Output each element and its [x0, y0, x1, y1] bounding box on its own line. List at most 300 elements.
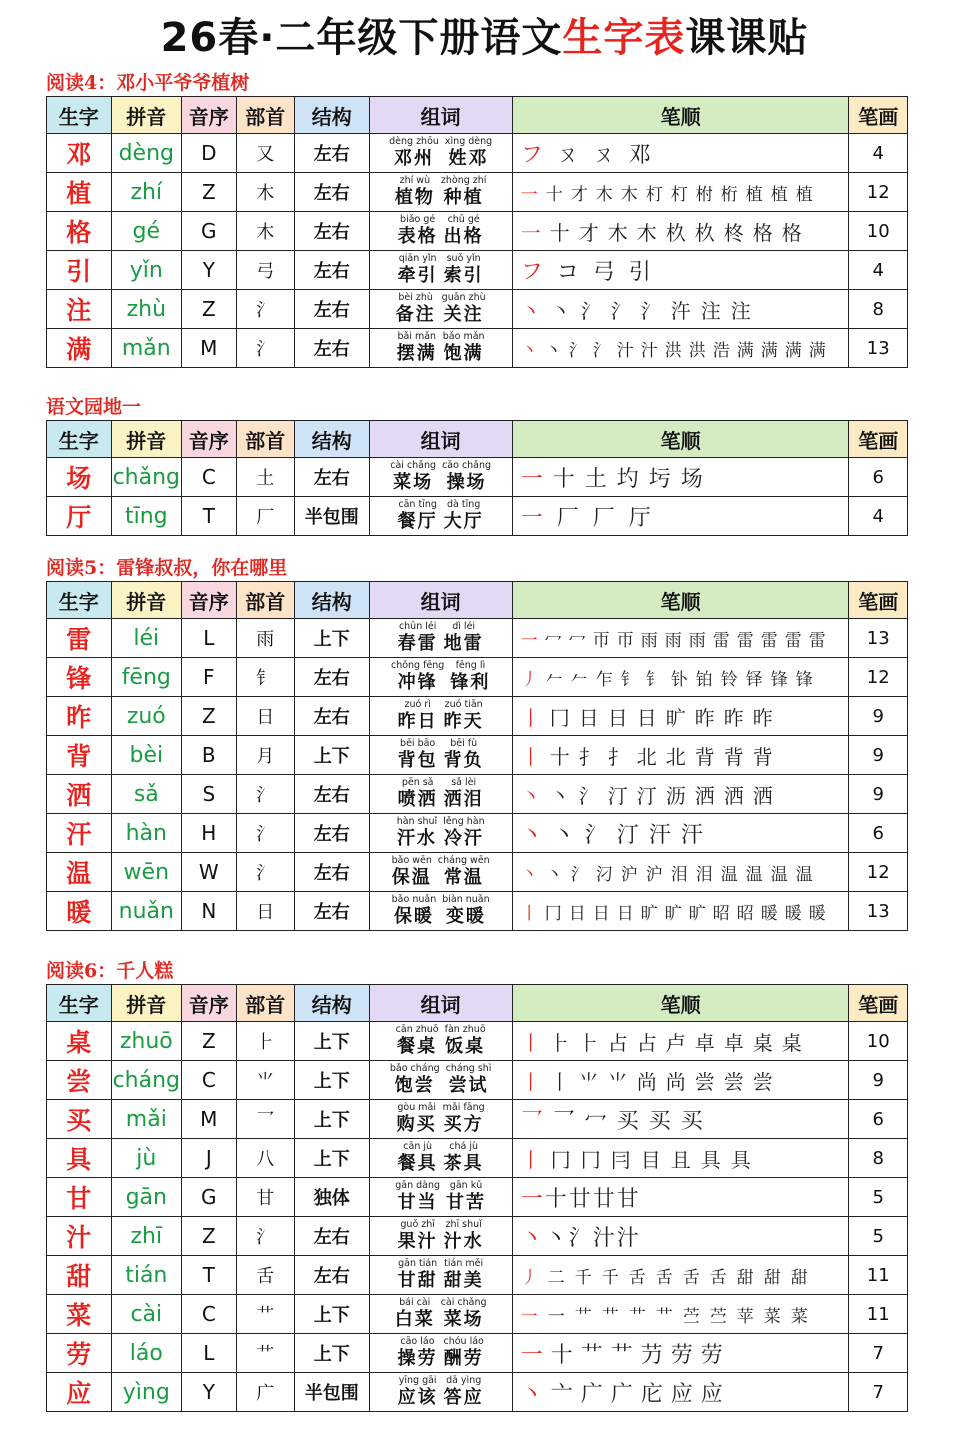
word-pinyin: biǎo gé [400, 214, 436, 225]
word-text: 购买 [396, 1114, 437, 1135]
word-pinyin: dèng zhōu [389, 136, 439, 147]
word-item [444, 699, 484, 733]
word-item [444, 1258, 484, 1292]
character-cell: 厅 [47, 497, 112, 536]
word-pinyin: cài chǎng [390, 460, 437, 471]
radical-cell: 木 [236, 212, 294, 251]
pinyin-cell: gān [111, 1178, 182, 1217]
structure-cell: 左右 [294, 290, 369, 329]
stroke-step: 𠂉 [545, 669, 563, 690]
stroke-step: 柎 [695, 184, 713, 205]
word-text: 大厅 [443, 511, 484, 532]
word-pinyin: dà tīng [447, 499, 481, 510]
stroke-step: 汁 [640, 340, 658, 361]
radical-cell: 艹 [236, 1295, 294, 1334]
word-pinyin: gòu mǎi [397, 1102, 436, 1113]
stroke-step: 浩 [712, 340, 730, 361]
column-header: 笔顺 [512, 97, 849, 134]
page-title [0, 8, 969, 68]
phonetic-order-cell: J [182, 1139, 236, 1178]
stroke-order-cell [512, 697, 849, 736]
word-text: 植物 [394, 187, 435, 208]
column-header: 部首 [236, 97, 294, 134]
word-pinyin: gān dàng [395, 1180, 441, 1191]
stroke-count-cell: 10 [849, 1022, 908, 1061]
word-item [398, 699, 438, 733]
structure-cell: 左右 [294, 1256, 369, 1295]
structure-cell: 左右 [294, 853, 369, 892]
word-text: 操场 [446, 472, 487, 493]
pinyin-cell: cài [111, 1295, 182, 1334]
stroke-step: 温 [795, 864, 813, 885]
stroke-step: 一 [520, 466, 543, 492]
word-text: 酬劳 [443, 1348, 484, 1369]
word-item [444, 253, 484, 287]
stroke-count-cell: 7 [849, 1334, 908, 1373]
word-text: 邓州 [394, 148, 435, 169]
stroke-step: 背 [694, 744, 715, 769]
stroke-count-cell: 4 [849, 497, 908, 536]
character-cell: 邓 [47, 134, 112, 173]
stroke-step: 杦 [665, 220, 686, 245]
column-header: 笔画 [849, 421, 908, 458]
word-pinyin: gān kǔ [449, 1180, 483, 1191]
stroke-order-cell [512, 1256, 849, 1295]
word-pinyin: chóu láo [443, 1336, 484, 1347]
stroke-step: 一 [520, 1342, 543, 1368]
word-item [443, 816, 484, 850]
word-text: 锋利 [450, 672, 491, 693]
stroke-step: 一 [520, 1306, 538, 1327]
character-cell: 植 [47, 173, 112, 212]
stroke-order-cell [512, 1100, 849, 1139]
stroke-step: 雷 [712, 630, 730, 651]
phonetic-order-cell: Z [182, 173, 236, 212]
word-item [398, 777, 438, 811]
word-text: 喷洒 [397, 789, 438, 810]
stroke-step: 尚 [636, 1069, 657, 1094]
table-row [47, 1217, 908, 1256]
word-item [441, 1297, 487, 1331]
section-2 [46, 394, 908, 536]
structure-cell: 左右 [294, 212, 369, 251]
stroke-step: 暖 [784, 903, 802, 924]
radical-cell: 广 [236, 1373, 294, 1412]
phonetic-order-cell: W [182, 853, 236, 892]
word-text: 索引 [443, 265, 484, 286]
word-item [392, 894, 437, 928]
word-pinyin: cāo chǎng [442, 460, 492, 471]
word-text: 尝试 [448, 1075, 489, 1096]
stroke-step: 满 [736, 340, 754, 361]
stroke-step: 温 [745, 864, 763, 885]
word-pinyin: cháng shì [445, 1063, 492, 1074]
word-pinyin: dì léi [452, 621, 476, 632]
radical-cell: 月 [236, 736, 294, 775]
table-row [47, 892, 908, 931]
word-item [392, 855, 432, 889]
character-cell: 昨 [47, 697, 112, 736]
word-pinyin: bèi zhù [398, 292, 433, 303]
word-pinyin: guǒ zhī [400, 1219, 435, 1230]
stroke-order-cell [512, 1178, 849, 1217]
word-text: 菜场 [443, 1309, 484, 1330]
character-cell: 菜 [47, 1295, 112, 1334]
stroke-step: 目 [640, 1147, 661, 1172]
stroke-step: 丶 [550, 298, 571, 323]
stroke-step: 植 [745, 184, 763, 205]
stroke-count-cell: 13 [849, 892, 908, 931]
table-row [47, 1139, 908, 1178]
word-text: 洒泪 [443, 789, 484, 810]
stroke-order-cell [512, 1217, 849, 1256]
header-row [47, 985, 908, 1022]
structure-cell: 上下 [294, 619, 369, 658]
stroke-step: 暖 [760, 903, 778, 924]
stroke-count-cell: 13 [849, 619, 908, 658]
word-pinyin: dā yìng [446, 1375, 482, 1386]
word-text: 汗水 [396, 828, 437, 849]
character-cell: 汁 [47, 1217, 112, 1256]
stroke-step: 旷 [640, 903, 658, 924]
stroke-step: 丨 [520, 744, 541, 769]
stroke-step: 朾 [645, 184, 663, 205]
stroke-step: 雷 [808, 630, 826, 651]
stroke-step: 汻 [670, 298, 691, 323]
stroke-order-cell [512, 173, 849, 212]
column-header: 结构 [294, 985, 369, 1022]
word-text: 甘当 [397, 1192, 438, 1213]
pinyin-cell: tián [111, 1256, 182, 1295]
section-title: 阅读4：邓小平爷爷植树 [46, 72, 250, 94]
word-text: 买方 [443, 1114, 484, 1135]
words-cell [369, 329, 512, 368]
table-row [47, 775, 908, 814]
word-item [446, 1063, 492, 1097]
table-row [47, 134, 908, 173]
stroke-step: 应 [700, 1381, 723, 1407]
column-header: 组词 [369, 985, 512, 1022]
structure-cell: 左右 [294, 697, 369, 736]
word-item [398, 1141, 438, 1175]
stroke-step: 铎 [745, 669, 763, 690]
pinyin-cell: zhí [111, 173, 182, 212]
stroke-order-cell [512, 853, 849, 892]
table-row [47, 658, 908, 697]
stroke-step: 亠 [550, 1381, 573, 1407]
column-header: 笔顺 [512, 985, 849, 1022]
word-text: 饭桌 [445, 1036, 486, 1057]
stroke-step: 木 [607, 220, 628, 245]
stroke-step: 氵 [570, 864, 588, 885]
stroke-step: 厂 [556, 505, 579, 531]
word-text: 餐具 [397, 1153, 438, 1174]
stroke-count-cell: 9 [849, 736, 908, 775]
stroke-count-cell: 11 [849, 1295, 908, 1334]
word-item [398, 1258, 438, 1292]
word-item [398, 1219, 438, 1253]
word-text: 姓邓 [448, 148, 489, 169]
stroke-step: 满 [784, 340, 802, 361]
stroke-step: コ [556, 259, 579, 285]
stroke-step: 买 [648, 1108, 671, 1134]
stroke-step: 注 [700, 298, 721, 323]
stroke-step: 昨 [723, 705, 744, 730]
word-pinyin: chū gé [447, 214, 480, 225]
table-row [47, 212, 908, 251]
stroke-step: 苎 [682, 1306, 700, 1327]
word-pinyin: pēn sǎ [401, 777, 434, 788]
stroke-step: 卓 [723, 1030, 744, 1055]
table-row [47, 497, 908, 536]
stroke-step: 昭 [736, 903, 754, 924]
stroke-step: 十 [544, 1186, 567, 1212]
stroke-step: 扌 [578, 744, 599, 769]
stroke-step: 背 [752, 744, 773, 769]
stroke-step: 冂 [580, 1147, 601, 1172]
stroke-step: 氵 [584, 822, 607, 848]
words-cell [369, 892, 512, 931]
word-pinyin: bǎo nuǎn [391, 894, 437, 905]
stroke-step: 木 [595, 184, 613, 205]
word-pinyin: suǒ yǐn [446, 253, 481, 264]
pinyin-cell: chǎng [111, 458, 182, 497]
table-row [47, 736, 908, 775]
stroke-step: 北 [665, 744, 686, 769]
stroke-order-cell [512, 1373, 849, 1412]
stroke-step: 甜 [790, 1267, 808, 1288]
stroke-step: 冂 [549, 705, 570, 730]
word-item [442, 292, 486, 326]
stroke-step: 旷 [688, 903, 706, 924]
words-cell [369, 814, 512, 853]
word-text: 背包 [397, 750, 438, 771]
stroke-step: 丶 [545, 864, 563, 885]
stroke-step: 苎 [709, 1306, 727, 1327]
stroke-step: 钋 [670, 669, 688, 690]
stroke-step: 艹 [601, 1306, 619, 1327]
phonetic-order-cell: H [182, 814, 236, 853]
word-item [398, 214, 438, 248]
stroke-count-cell: 5 [849, 1178, 908, 1217]
word-text: 操劳 [397, 1348, 438, 1369]
pinyin-cell: yìng [111, 1373, 182, 1412]
phonetic-order-cell: T [182, 1256, 236, 1295]
stroke-step: 占 [607, 1030, 628, 1055]
word-pinyin: zuó tiān [444, 699, 483, 710]
stroke-step: 丶 [549, 783, 570, 808]
table-row [47, 1334, 908, 1373]
stroke-step: 汁 [592, 1225, 615, 1251]
structure-cell: 上下 [294, 1061, 369, 1100]
word-text: 昨日 [397, 711, 438, 732]
stroke-step: 劳 [670, 1342, 693, 1368]
stroke-step: 艹 [655, 1306, 673, 1327]
word-pinyin: cāo láo [400, 1336, 435, 1347]
stroke-step: 尝 [752, 1069, 773, 1094]
stroke-step: 舌 [655, 1267, 673, 1288]
stroke-order-cell [512, 1334, 849, 1373]
table-row [47, 1178, 908, 1217]
stroke-step: 丶 [520, 298, 541, 323]
stroke-step: 甘 [616, 1186, 639, 1212]
stroke-step: 艹 [580, 1342, 603, 1368]
word-item [397, 816, 438, 850]
word-item [390, 1063, 440, 1097]
stroke-step: 千 [601, 1267, 619, 1288]
word-item [396, 1024, 439, 1058]
stroke-step: 尚 [665, 1069, 686, 1094]
stroke-step: 汈 [595, 864, 613, 885]
section-4 [46, 958, 908, 1412]
stroke-step: 尝 [723, 1069, 744, 1094]
structure-cell: 左右 [294, 134, 369, 173]
column-header: 拼音 [111, 582, 182, 619]
stroke-step: 才 [578, 220, 599, 245]
stroke-count-cell: 9 [849, 1061, 908, 1100]
stroke-step: 洪 [688, 340, 706, 361]
word-text: 变暖 [445, 906, 486, 927]
phonetic-order-cell: N [182, 892, 236, 931]
stroke-step: 满 [808, 340, 826, 361]
radical-cell: 弓 [236, 251, 294, 290]
structure-cell: 半包围 [294, 497, 369, 536]
stroke-step: 洒 [752, 783, 773, 808]
stroke-step: 廿 [568, 1186, 591, 1212]
stroke-step: 十 [545, 184, 563, 205]
character-cell: 洒 [47, 775, 112, 814]
word-text: 茶具 [443, 1153, 484, 1174]
stroke-step: 引 [628, 259, 651, 285]
stroke-step: 卢 [665, 1030, 686, 1055]
words-cell [369, 1295, 512, 1334]
stroke-order-cell [512, 497, 849, 536]
word-item [442, 894, 489, 928]
word-pinyin: chūn léi [398, 621, 437, 632]
stroke-step: 桁 [720, 184, 738, 205]
header-row [47, 421, 908, 458]
word-item [445, 136, 492, 170]
words-cell [369, 1334, 512, 1373]
section-title: 语文园地一 [46, 396, 142, 418]
word-item [443, 331, 485, 365]
stroke-step: ㄡ [556, 142, 579, 168]
word-item [444, 214, 484, 248]
word-item [444, 499, 484, 533]
stroke-step: フ [520, 142, 543, 168]
word-pinyin: biàn nuǎn [442, 894, 490, 905]
pinyin-cell: cháng [111, 1061, 182, 1100]
stroke-order-cell [512, 1139, 849, 1178]
word-text: 牵引 [397, 265, 438, 286]
pinyin-cell: sǎ [111, 775, 182, 814]
table-row [47, 1022, 908, 1061]
stroke-step: 一 [520, 505, 543, 531]
word-text: 应该 [397, 1387, 438, 1408]
section-title: 阅读6：千人糕 [46, 960, 174, 982]
words-cell [369, 1139, 512, 1178]
stroke-step: 日 [616, 903, 634, 924]
radical-cell: 氵 [236, 853, 294, 892]
words-cell [369, 658, 512, 697]
character-cell: 暖 [47, 892, 112, 931]
word-pinyin: zuó rì [404, 699, 431, 710]
phonetic-order-cell: M [182, 329, 236, 368]
phonetic-order-cell: Y [182, 1373, 236, 1412]
structure-cell: 上下 [294, 1295, 369, 1334]
radical-cell: 氵 [236, 290, 294, 329]
stroke-step: 土 [584, 466, 607, 492]
stroke-step: 冖 [544, 630, 562, 651]
stroke-step: 昭 [712, 903, 730, 924]
table-row [47, 329, 908, 368]
word-text: 保暖 [393, 906, 434, 927]
radical-cell: 雨 [236, 619, 294, 658]
stroke-step: 铃 [720, 669, 738, 690]
stroke-step: 丨 [520, 705, 541, 730]
radical-cell: 八 [236, 1139, 294, 1178]
table-row [47, 1295, 908, 1334]
character-cell: 应 [47, 1373, 112, 1412]
stroke-step: 菜 [763, 1306, 781, 1327]
word-item [442, 460, 491, 494]
words-cell [369, 697, 512, 736]
stroke-step: 才 [570, 184, 588, 205]
character-cell: 甜 [47, 1256, 112, 1295]
word-pinyin: chá jù [449, 1141, 479, 1152]
word-text: 果汁 [397, 1231, 438, 1252]
character-cell: 劳 [47, 1334, 112, 1373]
words-cell [369, 853, 512, 892]
stroke-step: 舌 [709, 1267, 727, 1288]
stroke-count-cell: 7 [849, 1373, 908, 1412]
stroke-step: 汁 [616, 340, 634, 361]
stroke-order-cell [512, 458, 849, 497]
word-text: 答应 [443, 1387, 484, 1408]
stroke-step: 桌 [781, 1030, 802, 1055]
stroke-step: 一 [520, 184, 538, 205]
word-pinyin: chōng fēng [390, 660, 445, 671]
phonetic-order-cell: F [182, 658, 236, 697]
character-cell: 甘 [47, 1178, 112, 1217]
stroke-step: 艹 [574, 1306, 592, 1327]
word-text: 冷汗 [443, 828, 484, 849]
stroke-step: フ [520, 259, 543, 285]
stroke-step: 广 [580, 1381, 603, 1407]
stroke-step: 氵 [568, 1225, 591, 1251]
pinyin-cell: hàn [111, 814, 182, 853]
stroke-step: 应 [670, 1381, 693, 1407]
table-row [47, 251, 908, 290]
radical-cell: 甘 [236, 1178, 294, 1217]
column-header: 笔顺 [512, 582, 849, 619]
phonetic-order-cell: L [182, 619, 236, 658]
stroke-order-cell [512, 134, 849, 173]
character-cell: 锋 [47, 658, 112, 697]
structure-cell: 上下 [294, 1100, 369, 1139]
word-item [444, 1219, 484, 1253]
word-pinyin: bēi bāo [400, 738, 436, 749]
word-item [397, 1102, 437, 1136]
stroke-count-cell: 13 [849, 329, 908, 368]
stroke-step: 汀 [616, 822, 639, 848]
stroke-step: 泪 [695, 864, 713, 885]
stroke-step: 氵 [568, 340, 586, 361]
pinyin-cell: zhī [111, 1217, 182, 1256]
words-cell [369, 619, 512, 658]
pinyin-cell: dèng [111, 134, 182, 173]
stroke-step: 扌 [607, 744, 628, 769]
